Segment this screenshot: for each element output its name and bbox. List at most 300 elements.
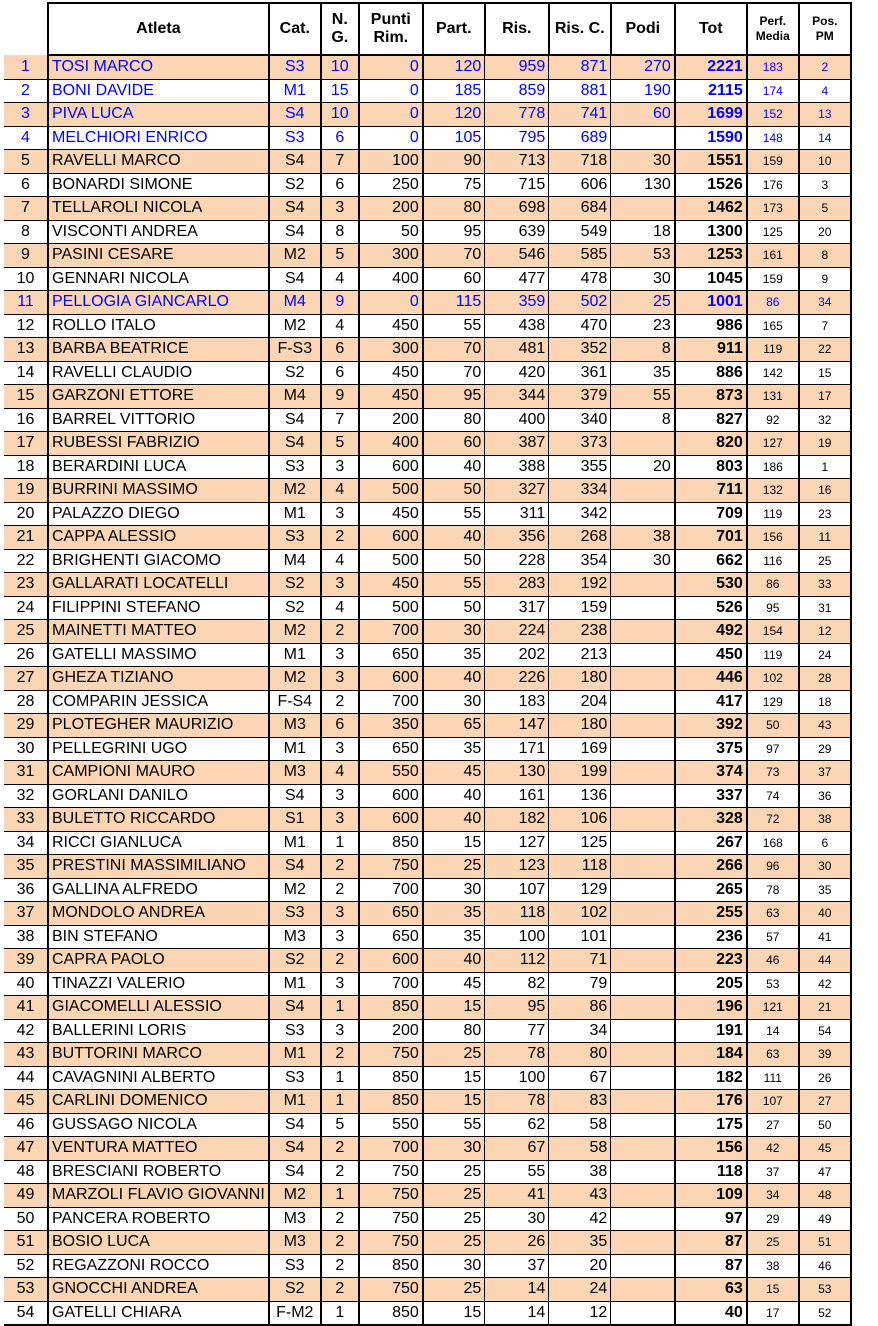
participation-cell: 40 <box>423 667 485 691</box>
result-cell: 477 <box>485 267 549 291</box>
header-podi: Podi <box>611 3 675 55</box>
athlete-name-cell: CAMPIONI MAURO <box>48 761 269 785</box>
result-corrected-cell: 24 <box>549 1278 611 1302</box>
category-cell: M1 <box>269 972 321 996</box>
result-cell: 14 <box>485 1301 549 1325</box>
row-index-cell: 19 <box>4 479 48 503</box>
row-index-cell: 38 <box>4 925 48 949</box>
podiums-cell: 130 <box>611 173 675 197</box>
podiums-cell <box>611 1066 675 1090</box>
position-pm-cell: 9 <box>799 267 851 291</box>
result-cell: 713 <box>485 150 549 174</box>
result-cell: 359 <box>485 291 549 315</box>
podiums-cell <box>611 432 675 456</box>
table-row <box>4 1160 851 1184</box>
row-index-cell: 33 <box>4 808 48 832</box>
participation-cell: 75 <box>423 173 485 197</box>
position-pm-cell: 30 <box>799 855 851 879</box>
result-corrected-cell: 238 <box>549 620 611 644</box>
table-row <box>4 197 851 221</box>
podiums-cell <box>611 808 675 832</box>
podiums-cell <box>611 126 675 150</box>
result-cell: 78 <box>485 1090 549 1114</box>
points-remaining-cell: 650 <box>359 643 423 667</box>
header-perf-line2: Media <box>755 29 790 43</box>
points-remaining-cell: 650 <box>359 925 423 949</box>
ranking-rows <box>4 55 851 1325</box>
average-performance-cell: 127 <box>747 432 799 456</box>
podiums-cell <box>611 761 675 785</box>
participation-cell: 70 <box>423 338 485 362</box>
result-corrected-cell: 118 <box>549 855 611 879</box>
position-pm-cell: 39 <box>799 1043 851 1067</box>
position-pm-cell: 13 <box>799 103 851 127</box>
table-row <box>4 690 851 714</box>
position-pm-cell: 20 <box>799 220 851 244</box>
num-games-cell: 3 <box>321 502 359 526</box>
average-performance-cell: 97 <box>747 737 799 761</box>
result-cell: 283 <box>485 573 549 597</box>
points-remaining-cell: 600 <box>359 455 423 479</box>
total-cell: 1045 <box>675 267 747 291</box>
total-cell: 886 <box>675 361 747 385</box>
position-pm-cell: 16 <box>799 479 851 503</box>
points-remaining-cell: 700 <box>359 972 423 996</box>
participation-cell: 35 <box>423 737 485 761</box>
points-remaining-cell: 750 <box>359 1207 423 1231</box>
category-cell: S2 <box>269 573 321 597</box>
total-cell: 873 <box>675 385 747 409</box>
num-games-cell: 1 <box>321 1184 359 1208</box>
result-corrected-cell: 80 <box>549 1043 611 1067</box>
athlete-name-cell: BUTTORINI MARCO <box>48 1043 269 1067</box>
header-punti-line1: Punti <box>370 11 411 28</box>
result-corrected-cell: 192 <box>549 573 611 597</box>
athlete-name-cell: BERARDINI LUCA <box>48 455 269 479</box>
total-cell: 184 <box>675 1043 747 1067</box>
result-cell: 388 <box>485 455 549 479</box>
athlete-name-cell: GARZONI ETTORE <box>48 385 269 409</box>
athlete-name-cell: PLOTEGHER MAURIZIO <box>48 714 269 738</box>
ranking-sheet <box>4 2 852 1326</box>
athlete-name-cell: BONI DAVIDE <box>48 79 269 103</box>
category-cell: S4 <box>269 1137 321 1161</box>
points-remaining-cell: 700 <box>359 620 423 644</box>
total-cell: 820 <box>675 432 747 456</box>
position-pm-cell: 5 <box>799 197 851 221</box>
result-corrected-cell: 379 <box>549 385 611 409</box>
participation-cell: 25 <box>423 855 485 879</box>
points-remaining-cell: 450 <box>359 385 423 409</box>
participation-cell: 65 <box>423 714 485 738</box>
result-cell: 795 <box>485 126 549 150</box>
athlete-name-cell: RAVELLI MARCO <box>48 150 269 174</box>
result-corrected-cell: 684 <box>549 197 611 221</box>
num-games-cell: 5 <box>321 432 359 456</box>
average-performance-cell: 95 <box>747 596 799 620</box>
total-cell: 265 <box>675 878 747 902</box>
podiums-cell: 53 <box>611 244 675 268</box>
num-games-cell: 2 <box>321 690 359 714</box>
num-games-cell: 4 <box>321 549 359 573</box>
result-corrected-cell: 354 <box>549 549 611 573</box>
num-games-cell: 9 <box>321 291 359 315</box>
table-row <box>4 267 851 291</box>
row-index-cell: 39 <box>4 949 48 973</box>
result-corrected-cell: 340 <box>549 408 611 432</box>
result-corrected-cell: 741 <box>549 103 611 127</box>
table-row <box>4 573 851 597</box>
points-remaining-cell: 350 <box>359 714 423 738</box>
category-cell: M2 <box>269 479 321 503</box>
category-cell: S4 <box>269 408 321 432</box>
position-pm-cell: 46 <box>799 1254 851 1278</box>
total-cell: 375 <box>675 737 747 761</box>
table-row <box>4 244 851 268</box>
participation-cell: 50 <box>423 479 485 503</box>
podiums-cell <box>611 855 675 879</box>
athlete-name-cell: BRIGHENTI GIACOMO <box>48 549 269 573</box>
position-pm-cell: 33 <box>799 573 851 597</box>
athlete-name-cell: CAPRA PAOLO <box>48 949 269 973</box>
category-cell: S4 <box>269 855 321 879</box>
category-cell: S4 <box>269 197 321 221</box>
podiums-cell <box>611 1090 675 1114</box>
position-pm-cell: 6 <box>799 831 851 855</box>
table-row <box>4 1207 851 1231</box>
table-row <box>4 1043 851 1067</box>
points-remaining-cell: 0 <box>359 79 423 103</box>
table-row <box>4 714 851 738</box>
row-index-cell: 27 <box>4 667 48 691</box>
position-pm-cell: 1 <box>799 455 851 479</box>
category-cell: M1 <box>269 1090 321 1114</box>
average-performance-cell: 176 <box>747 173 799 197</box>
num-games-cell: 3 <box>321 1019 359 1043</box>
athlete-name-cell: REGAZZONI ROCCO <box>48 1254 269 1278</box>
num-games-cell: 6 <box>321 126 359 150</box>
category-cell: F-S4 <box>269 690 321 714</box>
participation-cell: 25 <box>423 1231 485 1255</box>
result-corrected-cell: 125 <box>549 831 611 855</box>
podiums-cell <box>611 784 675 808</box>
podiums-cell: 55 <box>611 385 675 409</box>
average-performance-cell: 152 <box>747 103 799 127</box>
points-remaining-cell: 200 <box>359 197 423 221</box>
podiums-cell <box>611 1019 675 1043</box>
athlete-name-cell: PRESTINI MASSIMILIANO <box>48 855 269 879</box>
total-cell: 2115 <box>675 79 747 103</box>
table-row <box>4 549 851 573</box>
header-tot: Tot <box>675 3 747 55</box>
position-pm-cell: 4 <box>799 79 851 103</box>
points-remaining-cell: 450 <box>359 502 423 526</box>
category-cell: M4 <box>269 385 321 409</box>
total-cell: 236 <box>675 925 747 949</box>
num-games-cell: 2 <box>321 949 359 973</box>
athlete-name-cell: BULETTO RICCARDO <box>48 808 269 832</box>
table-row <box>4 1019 851 1043</box>
row-index-cell: 3 <box>4 103 48 127</box>
participation-cell: 40 <box>423 808 485 832</box>
category-cell: M2 <box>269 314 321 338</box>
points-remaining-cell: 700 <box>359 878 423 902</box>
result-cell: 95 <box>485 996 549 1020</box>
table-row <box>4 784 851 808</box>
table-row <box>4 385 851 409</box>
position-pm-cell: 7 <box>799 314 851 338</box>
category-cell: M1 <box>269 737 321 761</box>
table-row <box>4 361 851 385</box>
points-remaining-cell: 750 <box>359 1231 423 1255</box>
result-corrected-cell: 871 <box>549 55 611 79</box>
result-corrected-cell: 34 <box>549 1019 611 1043</box>
result-cell: 55 <box>485 1160 549 1184</box>
result-cell: 481 <box>485 338 549 362</box>
position-pm-cell: 11 <box>799 526 851 550</box>
row-index-cell: 35 <box>4 855 48 879</box>
average-performance-cell: 119 <box>747 643 799 667</box>
athlete-name-cell: GATELLI MASSIMO <box>48 643 269 667</box>
points-remaining-cell: 400 <box>359 432 423 456</box>
category-cell: M3 <box>269 714 321 738</box>
row-index-cell: 52 <box>4 1254 48 1278</box>
average-performance-cell: 34 <box>747 1184 799 1208</box>
average-performance-cell: 50 <box>747 714 799 738</box>
athlete-name-cell: RICCI GIANLUCA <box>48 831 269 855</box>
category-cell: S3 <box>269 902 321 926</box>
position-pm-cell: 45 <box>799 1137 851 1161</box>
points-remaining-cell: 200 <box>359 1019 423 1043</box>
total-cell: 40 <box>675 1301 747 1325</box>
header-pos-line2: PM <box>815 29 834 43</box>
result-corrected-cell: 718 <box>549 150 611 174</box>
header-cat: Cat. <box>269 3 321 55</box>
athlete-name-cell: PELLEGRINI UGO <box>48 737 269 761</box>
points-remaining-cell: 0 <box>359 55 423 79</box>
position-pm-cell: 36 <box>799 784 851 808</box>
podiums-cell <box>611 1278 675 1302</box>
category-cell: S3 <box>269 526 321 550</box>
row-index-cell: 16 <box>4 408 48 432</box>
num-games-cell: 2 <box>321 1231 359 1255</box>
points-remaining-cell: 0 <box>359 291 423 315</box>
row-index-cell: 49 <box>4 1184 48 1208</box>
average-performance-cell: 53 <box>747 972 799 996</box>
position-pm-cell: 54 <box>799 1019 851 1043</box>
average-performance-cell: 174 <box>747 79 799 103</box>
total-cell: 526 <box>675 596 747 620</box>
total-cell: 196 <box>675 996 747 1020</box>
points-remaining-cell: 300 <box>359 338 423 362</box>
table-row <box>4 408 851 432</box>
participation-cell: 90 <box>423 150 485 174</box>
result-cell: 183 <box>485 690 549 714</box>
position-pm-cell: 26 <box>799 1066 851 1090</box>
athlete-name-cell: GIACOMELLI ALESSIO <box>48 996 269 1020</box>
points-remaining-cell: 850 <box>359 1301 423 1325</box>
result-cell: 30 <box>485 1207 549 1231</box>
table-row <box>4 1184 851 1208</box>
result-cell: 147 <box>485 714 549 738</box>
podiums-cell <box>611 925 675 949</box>
category-cell: S4 <box>269 103 321 127</box>
row-index-cell: 6 <box>4 173 48 197</box>
participation-cell: 35 <box>423 925 485 949</box>
table-row <box>4 902 851 926</box>
category-cell: S1 <box>269 808 321 832</box>
table-row <box>4 314 851 338</box>
athlete-name-cell: GORLANI DANILO <box>48 784 269 808</box>
result-cell: 959 <box>485 55 549 79</box>
participation-cell: 40 <box>423 949 485 973</box>
points-remaining-cell: 500 <box>359 549 423 573</box>
average-performance-cell: 78 <box>747 878 799 902</box>
podiums-cell <box>611 1184 675 1208</box>
result-cell: 387 <box>485 432 549 456</box>
total-cell: 374 <box>675 761 747 785</box>
row-index-cell: 20 <box>4 502 48 526</box>
result-corrected-cell: 83 <box>549 1090 611 1114</box>
table-row <box>4 949 851 973</box>
points-remaining-cell: 450 <box>359 573 423 597</box>
row-index-cell: 1 <box>4 55 48 79</box>
category-cell: M4 <box>269 291 321 315</box>
table-row <box>4 220 851 244</box>
row-index-cell: 28 <box>4 690 48 714</box>
athlete-name-cell: BARREL VITTORIO <box>48 408 269 432</box>
num-games-cell: 6 <box>321 714 359 738</box>
average-performance-cell: 183 <box>747 55 799 79</box>
num-games-cell: 4 <box>321 761 359 785</box>
participation-cell: 105 <box>423 126 485 150</box>
row-index-cell: 4 <box>4 126 48 150</box>
result-corrected-cell: 470 <box>549 314 611 338</box>
podiums-cell: 18 <box>611 220 675 244</box>
row-index-cell: 32 <box>4 784 48 808</box>
result-corrected-cell: 58 <box>549 1113 611 1137</box>
position-pm-cell: 2 <box>799 55 851 79</box>
result-cell: 37 <box>485 1254 549 1278</box>
category-cell: S3 <box>269 1066 321 1090</box>
category-cell: S4 <box>269 996 321 1020</box>
podiums-cell: 8 <box>611 338 675 362</box>
result-cell: 62 <box>485 1113 549 1137</box>
total-cell: 205 <box>675 972 747 996</box>
position-pm-cell: 47 <box>799 1160 851 1184</box>
num-games-cell: 15 <box>321 79 359 103</box>
table-row <box>4 596 851 620</box>
athlete-name-cell: BOSIO LUCA <box>48 1231 269 1255</box>
result-corrected-cell: 129 <box>549 878 611 902</box>
points-remaining-cell: 600 <box>359 784 423 808</box>
result-corrected-cell: 180 <box>549 667 611 691</box>
podiums-cell <box>611 972 675 996</box>
total-cell: 182 <box>675 1066 747 1090</box>
participation-cell: 115 <box>423 291 485 315</box>
row-index-cell: 36 <box>4 878 48 902</box>
athlete-name-cell: TOSI MARCO <box>48 55 269 79</box>
category-cell: S4 <box>269 1160 321 1184</box>
position-pm-cell: 27 <box>799 1090 851 1114</box>
total-cell: 711 <box>675 479 747 503</box>
average-performance-cell: 116 <box>747 549 799 573</box>
num-games-cell: 2 <box>321 620 359 644</box>
num-games-cell: 1 <box>321 831 359 855</box>
category-cell: M3 <box>269 1207 321 1231</box>
points-remaining-cell: 450 <box>359 314 423 338</box>
participation-cell: 25 <box>423 1278 485 1302</box>
participation-cell: 25 <box>423 1160 485 1184</box>
header-ris-c: Ris. C. <box>549 3 611 55</box>
participation-cell: 30 <box>423 1254 485 1278</box>
average-performance-cell: 154 <box>747 620 799 644</box>
num-games-cell: 8 <box>321 220 359 244</box>
table-row <box>4 126 851 150</box>
position-pm-cell: 37 <box>799 761 851 785</box>
category-cell: S2 <box>269 173 321 197</box>
result-corrected-cell: 606 <box>549 173 611 197</box>
row-index-cell: 53 <box>4 1278 48 1302</box>
points-remaining-cell: 850 <box>359 1254 423 1278</box>
athlete-name-cell: PASINI CESARE <box>48 244 269 268</box>
result-cell: 327 <box>485 479 549 503</box>
athlete-name-cell: GALLARATI LOCATELLI <box>48 573 269 597</box>
result-cell: 130 <box>485 761 549 785</box>
participation-cell: 80 <box>423 1019 485 1043</box>
points-remaining-cell: 750 <box>359 1278 423 1302</box>
result-cell: 100 <box>485 1066 549 1090</box>
points-remaining-cell: 600 <box>359 808 423 832</box>
result-cell: 41 <box>485 1184 549 1208</box>
average-performance-cell: 86 <box>747 573 799 597</box>
position-pm-cell: 43 <box>799 714 851 738</box>
position-pm-cell: 14 <box>799 126 851 150</box>
average-performance-cell: 42 <box>747 1137 799 1161</box>
average-performance-cell: 63 <box>747 1043 799 1067</box>
result-corrected-cell: 38 <box>549 1160 611 1184</box>
athlete-name-cell: GNOCCHI ANDREA <box>48 1278 269 1302</box>
position-pm-cell: 15 <box>799 361 851 385</box>
podiums-cell: 30 <box>611 267 675 291</box>
athlete-name-cell: MARZOLI FLAVIO GIOVANNI <box>48 1184 269 1208</box>
header-pos-line1: Pos. <box>812 14 838 28</box>
position-pm-cell: 24 <box>799 643 851 667</box>
total-cell: 1551 <box>675 150 747 174</box>
category-cell: M1 <box>269 831 321 855</box>
header-row <box>4 3 851 55</box>
podiums-cell <box>611 502 675 526</box>
result-cell: 317 <box>485 596 549 620</box>
table-row <box>4 878 851 902</box>
num-games-cell: 3 <box>321 573 359 597</box>
num-games-cell: 7 <box>321 150 359 174</box>
podiums-cell <box>611 573 675 597</box>
points-remaining-cell: 450 <box>359 361 423 385</box>
table-row <box>4 761 851 785</box>
points-remaining-cell: 750 <box>359 1184 423 1208</box>
position-pm-cell: 3 <box>799 173 851 197</box>
athlete-name-cell: RAVELLI CLAUDIO <box>48 361 269 385</box>
num-games-cell: 2 <box>321 1160 359 1184</box>
category-cell: M3 <box>269 925 321 949</box>
row-index-cell: 25 <box>4 620 48 644</box>
total-cell: 1253 <box>675 244 747 268</box>
athlete-name-cell: GALLINA ALFREDO <box>48 878 269 902</box>
total-cell: 63 <box>675 1278 747 1302</box>
position-pm-cell: 25 <box>799 549 851 573</box>
average-performance-cell: 38 <box>747 1254 799 1278</box>
